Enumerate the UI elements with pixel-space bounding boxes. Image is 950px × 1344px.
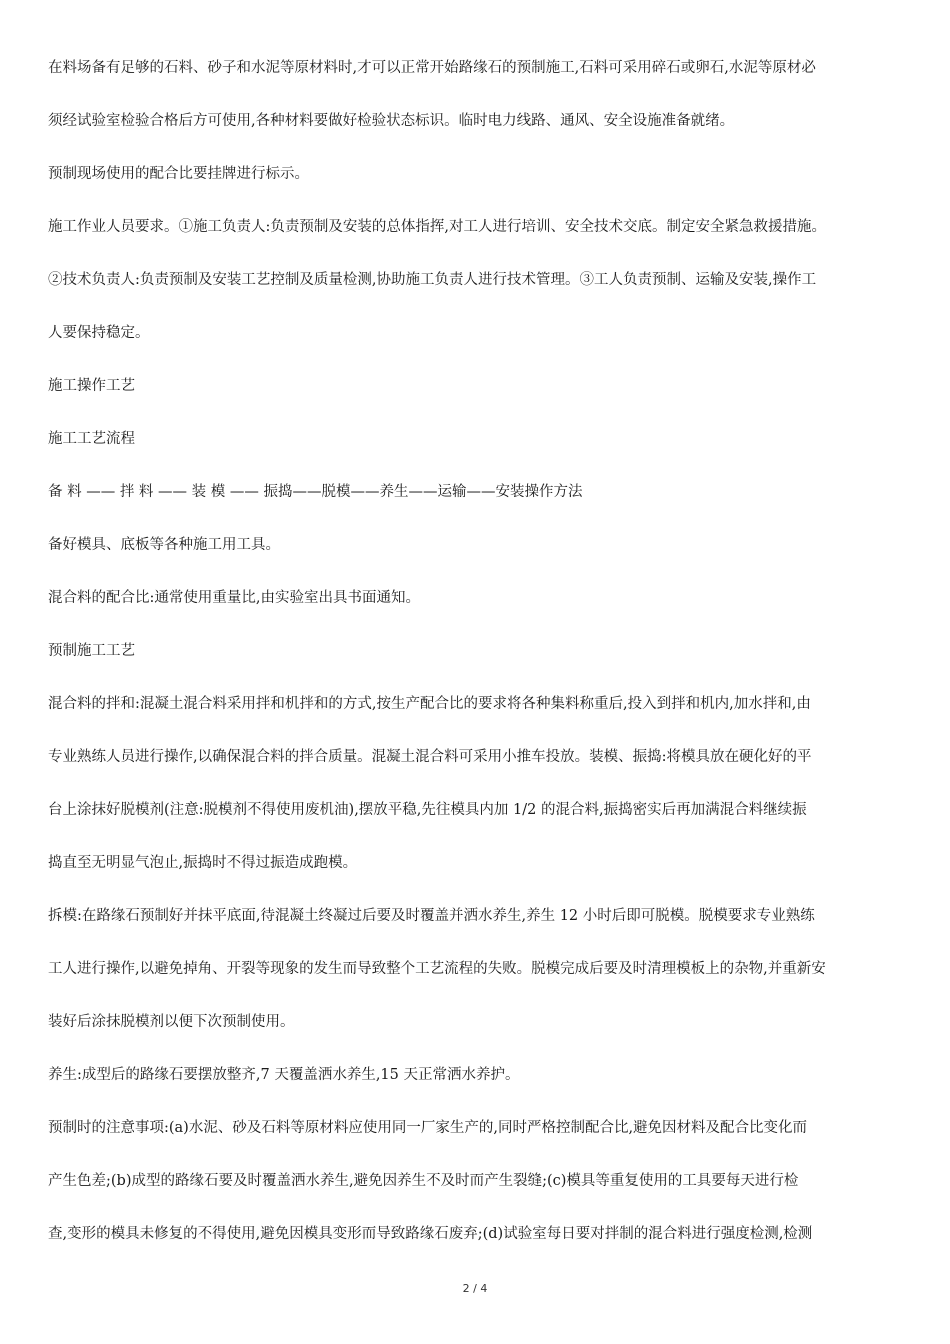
- text-line: 查,变形的模具未修复的不得使用,避免因模具变形而导致路缘石废弃;(d)试验室每日要对拌制的混合料进行强度检测,检测: [48, 1226, 813, 1242]
- text-line: 备好模具、底板等各种施工用工具。: [48, 537, 280, 553]
- text-line: 养生:成型后的路缘石要摆放整齐,7 天覆盖洒水养生,15 天正常洒水养护。: [48, 1067, 520, 1083]
- text-line: 人要保持稳定。: [48, 325, 150, 341]
- page-number: 2 / 4: [462, 1282, 488, 1295]
- text-line: 预制现场使用的配合比要挂牌进行标示。: [48, 166, 309, 182]
- process-flow: 备 料 —— 拌 料 —— 装 模 —— 振捣——脱模——养生——运输——安装操作方法: [48, 484, 583, 500]
- text-line: 须经试验室检验合格后方可使用,各种材料要做好检验状态标识。临时电力线路、通风、安全设施准备就绪。: [48, 113, 735, 129]
- text-line: 专业熟练人员进行操作,以确保混合料的拌合质量。混凝土混合料可采用小推车投放。装模、振捣:将模具放在硬化好的平: [48, 749, 812, 765]
- text-line: 工人进行操作,以避免掉角、开裂等现象的发生而导致整个工艺流程的失败。脱模完成后要及时清理模板上的杂物,并重新安: [48, 961, 826, 977]
- text-line: 捣直至无明显气泡止,振捣时不得过振造成跑模。: [48, 855, 358, 871]
- section-heading: 施工操作工艺: [48, 378, 135, 394]
- text-line: 混合料的配合比:通常使用重量比,由实验室出具书面通知。: [48, 590, 420, 606]
- text-line: 拆模:在路缘石预制好并抹平底面,待混凝土终凝过后要及时覆盖并洒水养生,养生 12 小时后即可脱模。脱模要求专业熟练: [48, 908, 815, 924]
- text-line: 台上涂抹好脱模剂(注意:脱模剂不得使用废机油),摆放平稳,先往模具内加 1/2 的混合料,振捣密实后再加满混合料继续振: [48, 802, 807, 818]
- section-heading: 预制施工工艺: [48, 643, 135, 659]
- text-line: 在料场备有足够的石料、砂子和水泥等原材料时,才可以正常开始路缘石的预制施工,石料可采用碎石或卵石,水泥等原材必: [48, 60, 816, 76]
- text-line: 施工作业人员要求。①施工负责人:负责预制及安装的总体指挥,对工人进行培训、安全技术交底。制定安全紧急救援措施。: [48, 219, 826, 235]
- text-line: 产生色差;(b)成型的路缘石要及时覆盖洒水养生,避免因养生不及时而产生裂缝;(c)模具等重复使用的工具要每天进行检: [48, 1173, 799, 1189]
- text-line: 混合料的拌和:混凝土混合料采用拌和机拌和的方式,按生产配合比的要求将各种集料称重后,投入到拌和机内,加水拌和,由: [48, 696, 811, 712]
- text-line: 装好后涂抹脱模剂以便下次预制使用。: [48, 1014, 295, 1030]
- section-heading: 施工工艺流程: [48, 431, 135, 447]
- text-line: 预制时的注意事项:(a)水泥、砂及石料等原材料应使用同一厂家生产的,同时严格控制配合比,避免因材料及配合比变化而: [48, 1120, 808, 1136]
- text-line: ②技术负责人:负责预制及安装工艺控制及质量检测,协助施工负责人进行技术管理。③工人负责预制、运输及安装,操作工: [48, 272, 817, 288]
